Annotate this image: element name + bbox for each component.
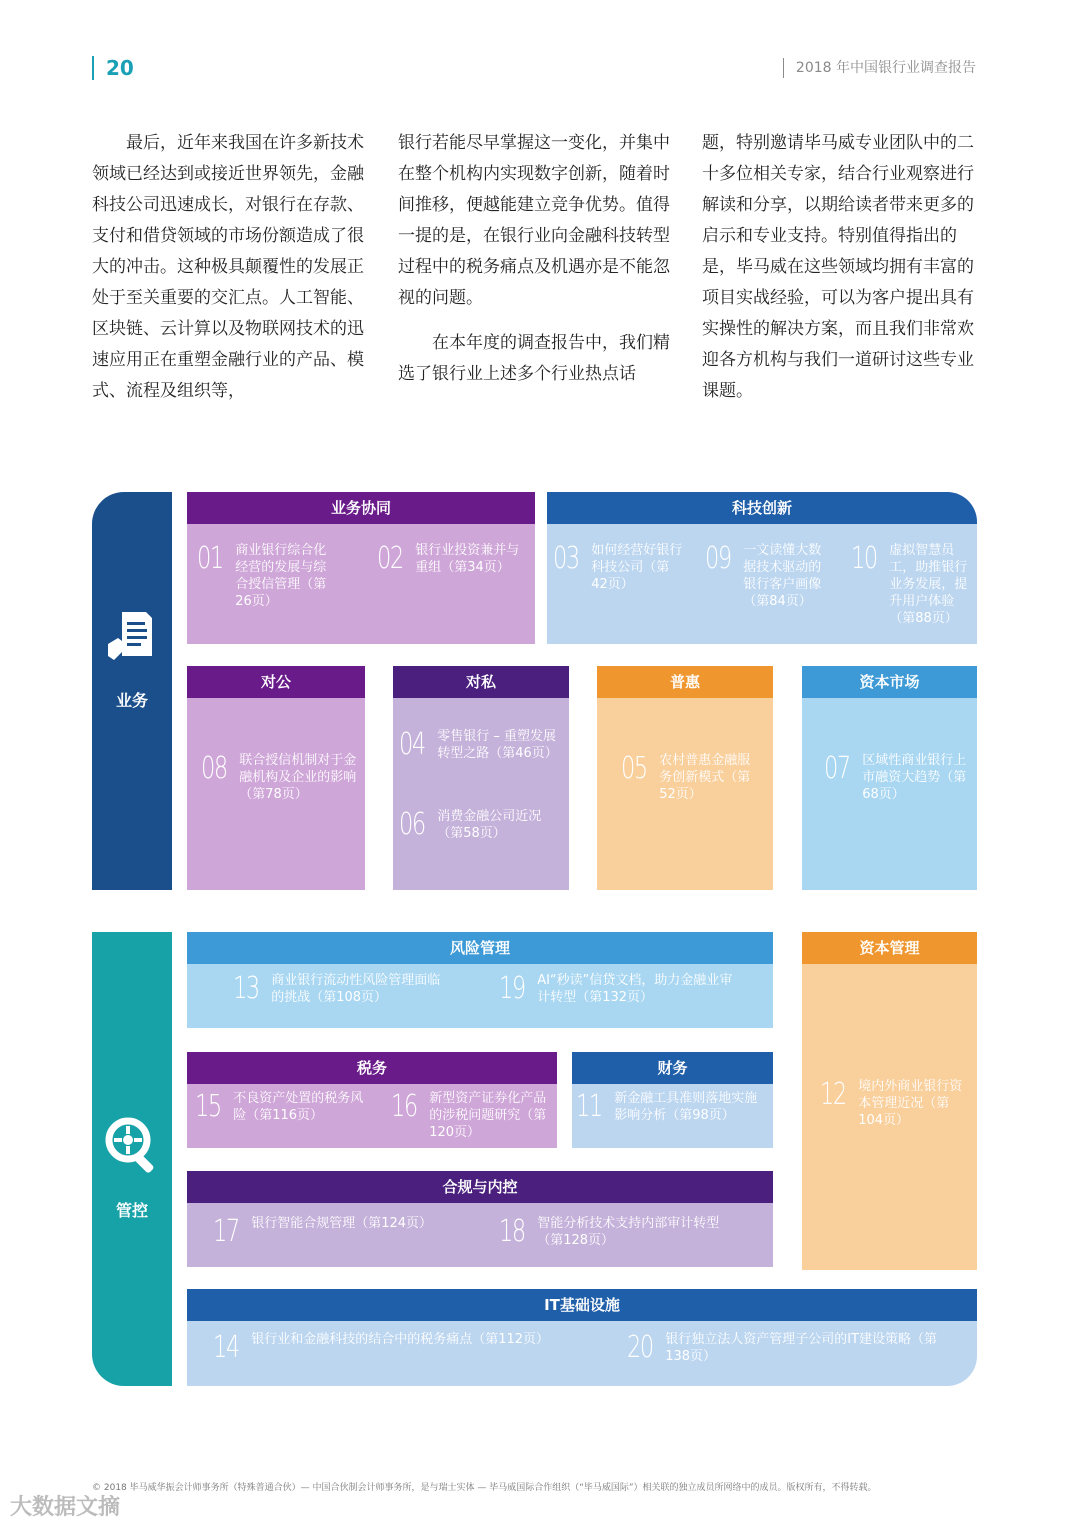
item-text: 商业银行流动性风险管理面临的挑战（第108页） (271, 973, 441, 1005)
list-item (499, 972, 739, 1006)
list-item (499, 1215, 739, 1249)
item-text: 区域性商业银行上市融资大趋势（第68页） (862, 753, 967, 802)
item-number: 02 (377, 541, 403, 576)
item-text: 联合授信机制对于金融机构及企业的影响（第78页） (239, 753, 357, 802)
item-text: 银行业和金融科技的结合中的税务痛点（第112页） (251, 1332, 550, 1347)
item-number: 15 (195, 1089, 221, 1124)
item-text: 新型资产证券化产品的涉税问题研究（第120页） (429, 1091, 547, 1140)
list-item (621, 752, 761, 803)
panel-finance (572, 1052, 773, 1148)
list-item (233, 972, 453, 1006)
item-number: 13 (233, 971, 259, 1006)
panel-tech-innovation (547, 492, 977, 644)
item-number: 03 (553, 541, 579, 576)
magnifier-icon (102, 1114, 164, 1176)
panel-title: 合规与内控 (187, 1171, 773, 1203)
item-text: 如何经营好银行科技公司（第42页） (591, 543, 683, 592)
panel-title: 科技创新 (547, 492, 977, 524)
item-text: 银行智能合规管理（第124页） (251, 1216, 433, 1231)
page-number: 20 (92, 56, 134, 80)
list-item (201, 752, 361, 803)
item-text: 境内外商业银行资本管理近况（第104页） (858, 1079, 963, 1128)
business-section-label: 业务 (115, 691, 148, 710)
panel-risk-management (187, 932, 773, 1028)
text-column-1 (92, 128, 372, 421)
panel-title: 业务协同 (187, 492, 535, 524)
list-item (213, 1330, 550, 1365)
panel-title: 普惠 (597, 666, 773, 698)
list-item (213, 1215, 433, 1249)
panel-title: 风险管理 (187, 932, 773, 964)
panel-compliance (187, 1171, 773, 1267)
report-title: 2018 年中国银行业调查报告 (783, 58, 976, 78)
item-number: 12 (820, 1077, 846, 1112)
item-number: 09 (705, 541, 731, 576)
item-text: 商业银行综合化经营的发展与综合授信管理（第26页） (235, 543, 327, 609)
panel-retail (393, 666, 569, 890)
item-text: 银行独立法人资产管理子公司的IT建设策略（第138页） (665, 1332, 937, 1364)
panel-capital-markets (802, 666, 977, 890)
document-hand-icon (106, 610, 156, 662)
panel-title: 资本管理 (802, 932, 977, 964)
item-text: 消费金融公司近况（第58页） (437, 809, 542, 841)
text-column-2 (398, 128, 678, 404)
panel-title: IT基础设施 (187, 1289, 977, 1321)
list-item (399, 728, 565, 762)
paragraph: 银行若能尽早掌握这一变化，并集中在整个机构内实现数字创新，随着时间推移，便越能建立竞争优势。值得一提的是，在银行业向金融科技转型过程中的税务痛点及机遇亦是不能忽视的问题。 (398, 133, 670, 308)
item-text: 智能分析技术支持内部审计转型（第128页） (537, 1216, 720, 1248)
item-text: 银行业投资兼并与重组（第34页） (415, 543, 520, 575)
list-item (377, 542, 527, 576)
panel-capital-management (802, 932, 977, 1270)
item-number: 08 (201, 751, 227, 786)
watermark: 大数据文摘 (10, 1495, 121, 1520)
item-text: 零售银行 – 重塑发展转型之路（第46页） (437, 729, 558, 761)
item-text: 虚拟智慧员工，助推银行业务发展，提升用户体验（第88页） (889, 543, 968, 626)
list-item (824, 752, 969, 803)
panel-title: 资本市场 (802, 666, 977, 698)
list-item (399, 808, 565, 842)
panel-it-infrastructure (187, 1289, 977, 1386)
item-text: AI“秒读”信贷文档，助力金融业审计转型（第132页） (537, 973, 733, 1005)
paragraph: 在本年度的调查报告中，我们精选了银行业上述多个行业热点话 (398, 333, 670, 384)
list-item (705, 542, 833, 610)
control-section-label: 管控 (115, 1201, 148, 1220)
item-text: 新金融工具准则落地实施影响分析（第98页） (614, 1091, 758, 1123)
panel-title: 税务 (187, 1052, 557, 1084)
list-item (553, 542, 683, 593)
text-column-3 (702, 128, 982, 421)
item-number: 06 (399, 807, 425, 842)
panel-title: 对公 (187, 666, 365, 698)
list-item (576, 1090, 768, 1124)
paragraph: 最后，近年来我国在许多新技术领域已经达到或接近世界领先，金融科技公司迅速成长，对银行在存款、支付和借贷领域的市场份额造成了很大的冲击。这种极具颠覆性的发展正处于至关重要的交汇点。人工智能、区块链、云计算以及物联网技术的迅速应用正在重塑金融行业的产品、模式、流程及组织等， (92, 133, 364, 401)
panel-corporate (187, 666, 365, 890)
item-number: 14 (213, 1330, 239, 1365)
item-number: 10 (851, 541, 877, 576)
list-item (851, 542, 971, 627)
item-number: 16 (391, 1089, 417, 1124)
paragraph: 题，特别邀请毕马威专业团队中的二十多位相关专家，结合行业观察进行解读和分享，以期给读者带来更多的启示和专业支持。特别值得指出的是，毕马威在这些领域均拥有丰富的项目实战经验，可以为客户提出具有实操性的解决方案，而且我们非常欢迎各方机构与我们一道研讨这些专业课题。 (702, 133, 974, 401)
control-sidebar (92, 932, 172, 1386)
panel-business-synergy (187, 492, 535, 644)
item-number: 07 (824, 751, 850, 786)
list-item (391, 1090, 551, 1141)
business-sidebar (92, 492, 172, 890)
item-number: 20 (627, 1330, 653, 1365)
list-item (195, 1090, 365, 1124)
item-text: 一文读懂大数据技术驱动的银行客户画像（第84页） (743, 543, 822, 609)
list-item (197, 542, 337, 610)
panel-title: 财务 (572, 1052, 773, 1084)
item-number: 18 (499, 1214, 525, 1249)
panel-tax (187, 1052, 557, 1148)
panel-title: 对私 (393, 666, 569, 698)
item-text: 不良资产处置的税务风险（第116页） (233, 1091, 364, 1123)
panel-inclusive (597, 666, 773, 890)
item-text: 农村普惠金融服务创新模式（第52页） (659, 753, 751, 802)
list-item (627, 1331, 957, 1365)
item-number: 05 (621, 751, 647, 786)
item-number: 19 (499, 971, 525, 1006)
item-number: 17 (213, 1214, 239, 1249)
list-item (820, 1078, 970, 1129)
item-number: 11 (576, 1089, 602, 1124)
item-number: 04 (399, 727, 425, 762)
copyright-footer: © 2018 毕马威华振会计师事务所（特殊普通合伙）— 中国合伙制会计师事务所，是与瑞士实体 — 毕马威国际合作组织（“毕马威国际”）相关联的独立成员所网络中的成员。版权所有，不得转载。 (92, 1483, 877, 1493)
item-number: 01 (197, 541, 223, 576)
